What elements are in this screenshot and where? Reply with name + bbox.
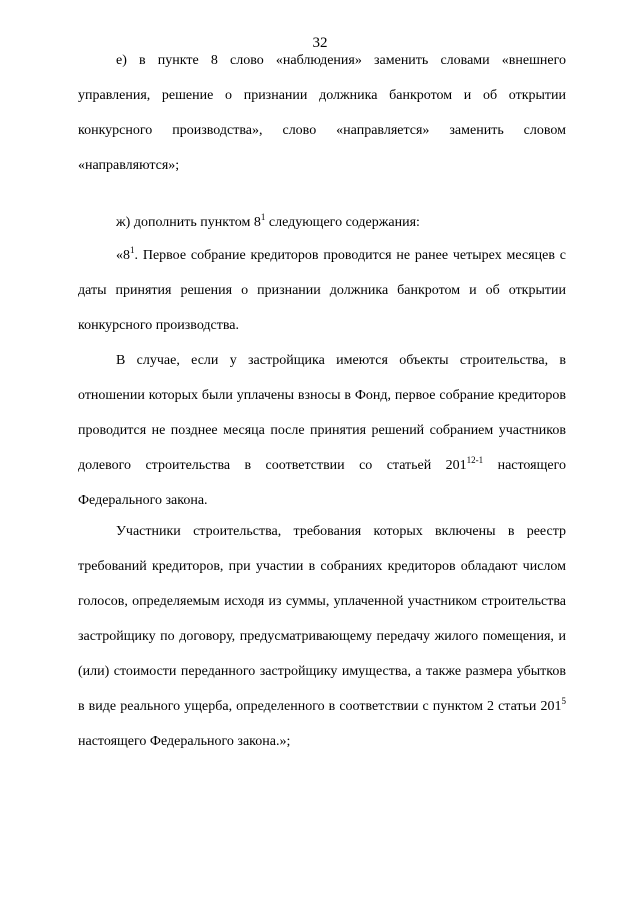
page-number: 32 xyxy=(312,35,328,51)
paragraph-text xyxy=(78,514,566,759)
text-run: настоящего Федерального закона. xyxy=(78,458,566,508)
text-run: ж) дополнить пунктом 8 xyxy=(116,215,261,230)
paragraph-text xyxy=(78,343,566,518)
text-run: следующего содержания: xyxy=(265,215,420,230)
text-run: «8 xyxy=(116,248,130,263)
superscript: 1 xyxy=(130,245,135,255)
superscript: 12-1 xyxy=(466,455,484,465)
text-run: Участники строительства, требования которых включены в реестр требований кредиторов, при участии в собраниях кредиторов обладают числом голосов, определяемым исходя из суммы, уплаченной участником строительства застройщику по договору, предусматривающему передачу жилого помещения, и (или) стоимости переданного застройщику имущества, а также размера убытков в виде реального ущерба, определенного в соответствии с пунктом 2 статьи 201 xyxy=(78,524,566,714)
paragraph-amendment-zh xyxy=(78,205,566,240)
paragraph-participants xyxy=(78,514,566,759)
text-run: настоящего Федерального закона.»; xyxy=(78,734,291,749)
paragraph-text: е) в пункте 8 слово «наблюдения» заменить словами «внешнего управления, решение о признании должника банкротом и об открытии конкурсного производства», слово «направляется» заменить словом «направляются»; xyxy=(78,53,566,173)
paragraph-text xyxy=(78,238,566,343)
superscript: 5 xyxy=(561,696,566,706)
paragraph-fund-case xyxy=(78,343,566,518)
paragraph-text xyxy=(78,205,566,240)
paragraph-clause-8-1 xyxy=(78,238,566,343)
paragraph-amendment-e xyxy=(78,43,566,183)
superscript: 1 xyxy=(260,212,266,222)
text-run: В случае, если у застройщика имеются объекты строительства, в отношении которых были уплачены взносы в Фонд, первое собрание кредиторов проводится не позднее месяца после принятия решений собранием участников долевого строительства в соответствии со статьей 201 xyxy=(78,353,566,473)
text-run: . Первое собрание кредиторов проводится не ранее четырех месяцев с даты принятия решения о признании должника банкротом и об открытии конкурсного производства. xyxy=(78,248,566,333)
